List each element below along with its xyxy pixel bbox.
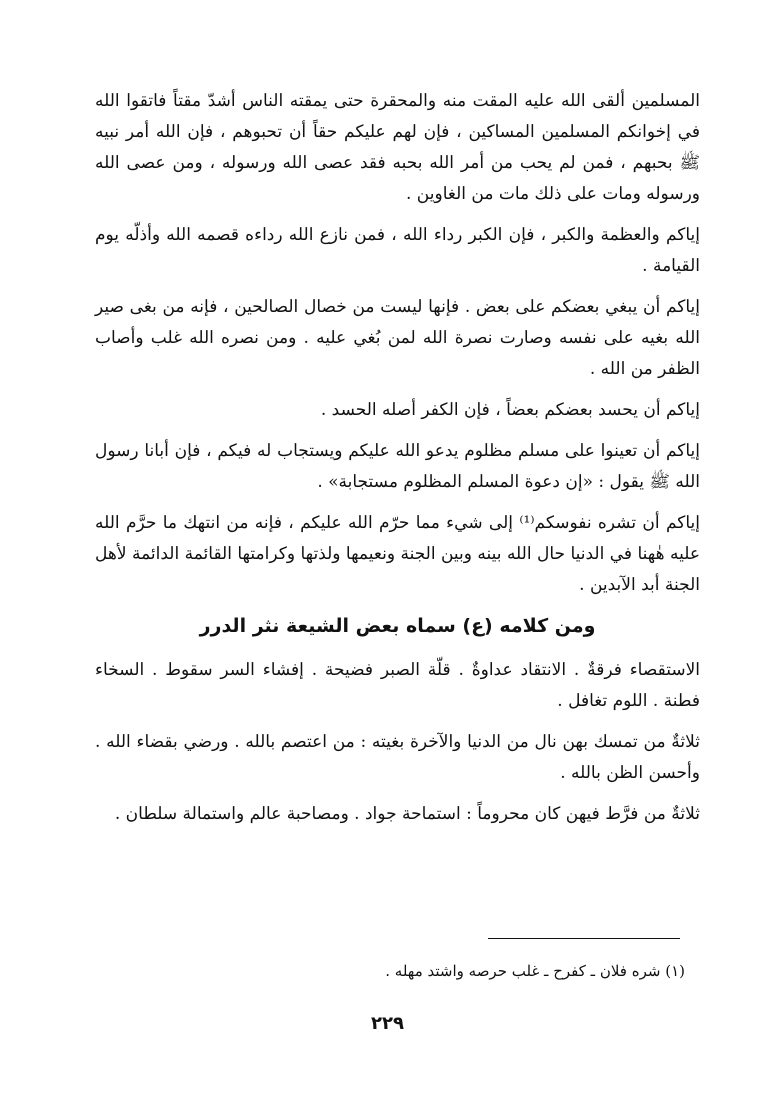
page-number: ٢٢٩ [371,1013,404,1034]
paragraph-4: إياكم أن يحسد بعضكم بعضاً ، فإن الكفر أصله الحسد . [320,400,700,420]
paragraph-2: إياكم والعظمة والكبر ، فإن الكبر رداء الله ، فمن نازع الله رداءه قصمه الله وأذلّه يوم القيامة . [95,225,700,276]
footnote: (١) شره فلان ـ كفرح ـ غلب حرصه واشتد مهله . [385,962,685,980]
paragraph-1: المسلمين ألقى الله عليه المقت منه والمحقرة حتى يمقته الناس أشدّ مقتاً فاتقوا الله في إخوانكم المسلمين المساكين ، فإن لهم عليكم حقاً أن تحبوهم ، فإن الله أمر نبيه ﷺ بحبهم ، فمن لم يحب من أمر الله بحبه فقد عصى الله ورسوله ، ومن عصى الله ورسوله ومات على ذلك مات من الغاوين . [95,91,700,204]
paragraph-6: إياكم أن تشره نفوسكم⁽¹⁾ إلى شيء مما حرّم الله عليكم ، فإنه من انتهك ما حرَّم الله عليه هٰهنا في الدنيا حال الله بينه وبين الجنة ونعيمها ولذتها وكرامتها القائمة الدائمة لأهل الجنة أبد الآبدين . [95,513,700,595]
paragraph-3: إياكم أن يبغي بعضكم على بعض . فإنها ليست من خصال الصالحين ، فإنه من بغى صير الله بغيه على نفسه وصارت نصرة الله لمن بُغي عليه . ومن نصره الله غلب وأصاب الظفر من الله . [95,297,700,379]
saying-1: الاستقصاء فرقةٌ . الانتقاد عداوةٌ . قلّة الصبر فضيحة . إفشاء السر سقوط . السخاء فطنة . اللوم تغافل . [95,660,700,711]
saying-2: ثلاثةٌ من تمسك بهن نال من الدنيا والآخرة بغيته : من اعتصم بالله . ورضي بقضاء الله . وأحسن الظن بالله . [95,732,700,783]
footnote-divider [488,938,680,939]
saying-3: ثلاثةٌ من فرَّط فيهن كان محروماً : استماحة جواد . ومصاحبة عالم واستمالة سلطان . [114,804,700,824]
section-heading: ومن كلامه (ع) سماه بعض الشيعة نثر الدرر [199,615,596,637]
page-body [95,86,700,840]
paragraph-5: إياكم أن تعينوا على مسلم مظلوم يدعو الله عليكم ويستجاب له فيكم ، فإن أبانا رسول الله ﷺ يقول : «إن دعوة المسلم المظلوم مستجابة» . [95,441,700,492]
